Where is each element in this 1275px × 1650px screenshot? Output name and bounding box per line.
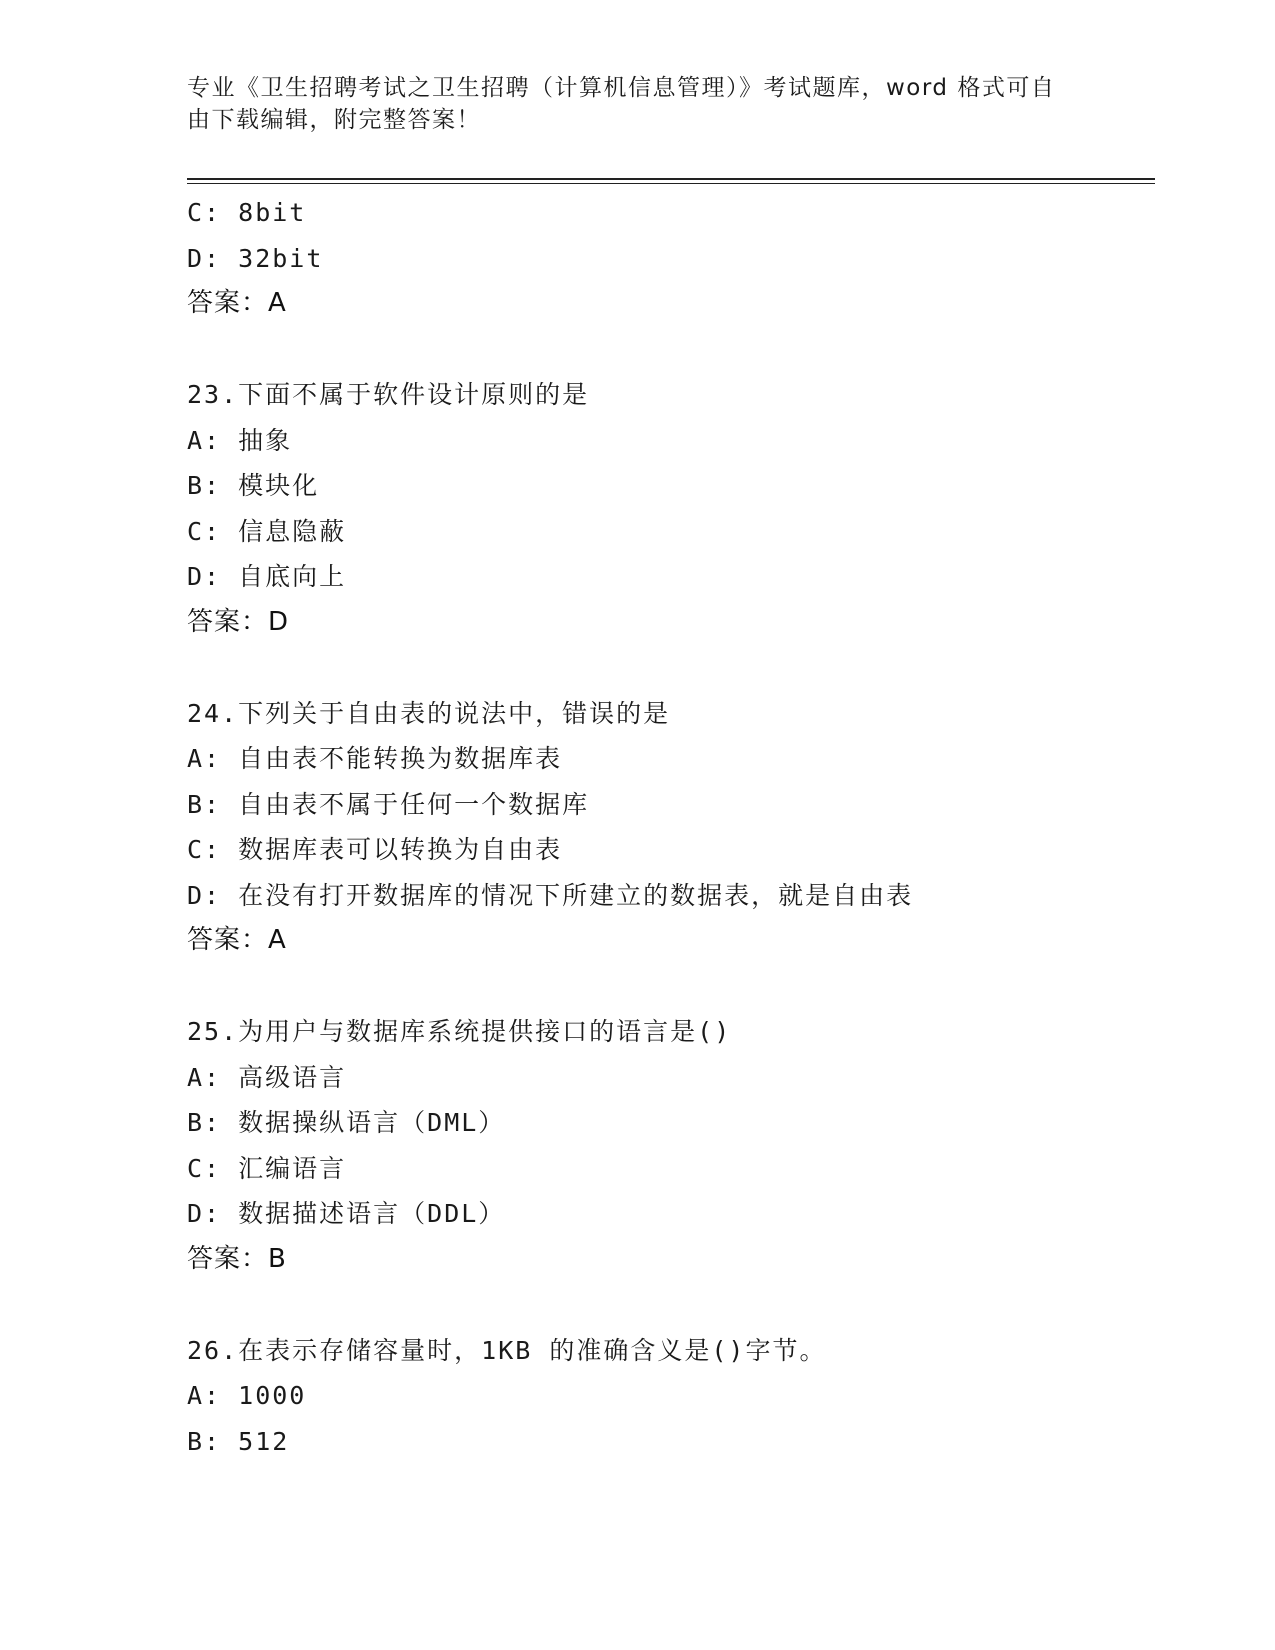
option-line: C: 汇编语言 xyxy=(187,1153,347,1183)
question-line: 26.在表示存储容量时，1KB 的准确含义是()字节。 xyxy=(187,1335,827,1365)
header-rule-thick xyxy=(187,178,1155,180)
option-line: D: 32bit xyxy=(187,243,324,273)
question-line: 23.下面不属于软件设计原则的是 xyxy=(187,380,590,409)
spacer xyxy=(187,327,1147,373)
option-line: B: 自由表不属于任何一个数据库 xyxy=(187,789,590,819)
question-list xyxy=(187,190,1147,1464)
option-line: B: 数据操纵语言（DML） xyxy=(187,1108,506,1137)
answer-line: 答案：A xyxy=(187,925,287,955)
option-line: D: 在没有打开数据库的情况下所建立的数据表，就是自由表 xyxy=(187,880,914,910)
option-line: D: 自底向上 xyxy=(187,562,347,591)
option-line: C: 8bit xyxy=(187,198,307,227)
question-line: 25.为用户与数据库系统提供接口的语言是() xyxy=(187,1017,732,1046)
option-line: D: 数据描述语言（DDL） xyxy=(187,1199,506,1228)
option-line: B: 模块化 xyxy=(187,471,320,500)
option-line: B: 512 xyxy=(187,1426,290,1456)
document-header: 专业《卫生招聘考试之卫生招聘（计算机信息管理）》考试题库，word 格式可自由下载编辑，附完整答案！ xyxy=(187,75,1056,133)
option-line: A: 抽象 xyxy=(187,425,293,455)
header-rule-thin xyxy=(187,183,1155,184)
option-line: A: 高级语言 xyxy=(187,1062,347,1092)
spacer xyxy=(187,1282,1147,1328)
answer-line: 答案：A xyxy=(187,288,287,318)
spacer xyxy=(187,964,1147,1010)
answer-line: 答案：B xyxy=(187,1243,287,1274)
option-line: A: 1000 xyxy=(187,1381,307,1410)
option-line: C: 数据库表可以转换为自由表 xyxy=(187,835,563,864)
answer-line: 答案：D xyxy=(187,606,290,637)
option-line: C: 信息隐蔽 xyxy=(187,516,347,546)
spacer xyxy=(187,645,1147,691)
question-line: 24.下列关于自由表的说法中，错误的是 xyxy=(187,698,671,728)
option-line: A: 自由表不能转换为数据库表 xyxy=(187,744,563,773)
